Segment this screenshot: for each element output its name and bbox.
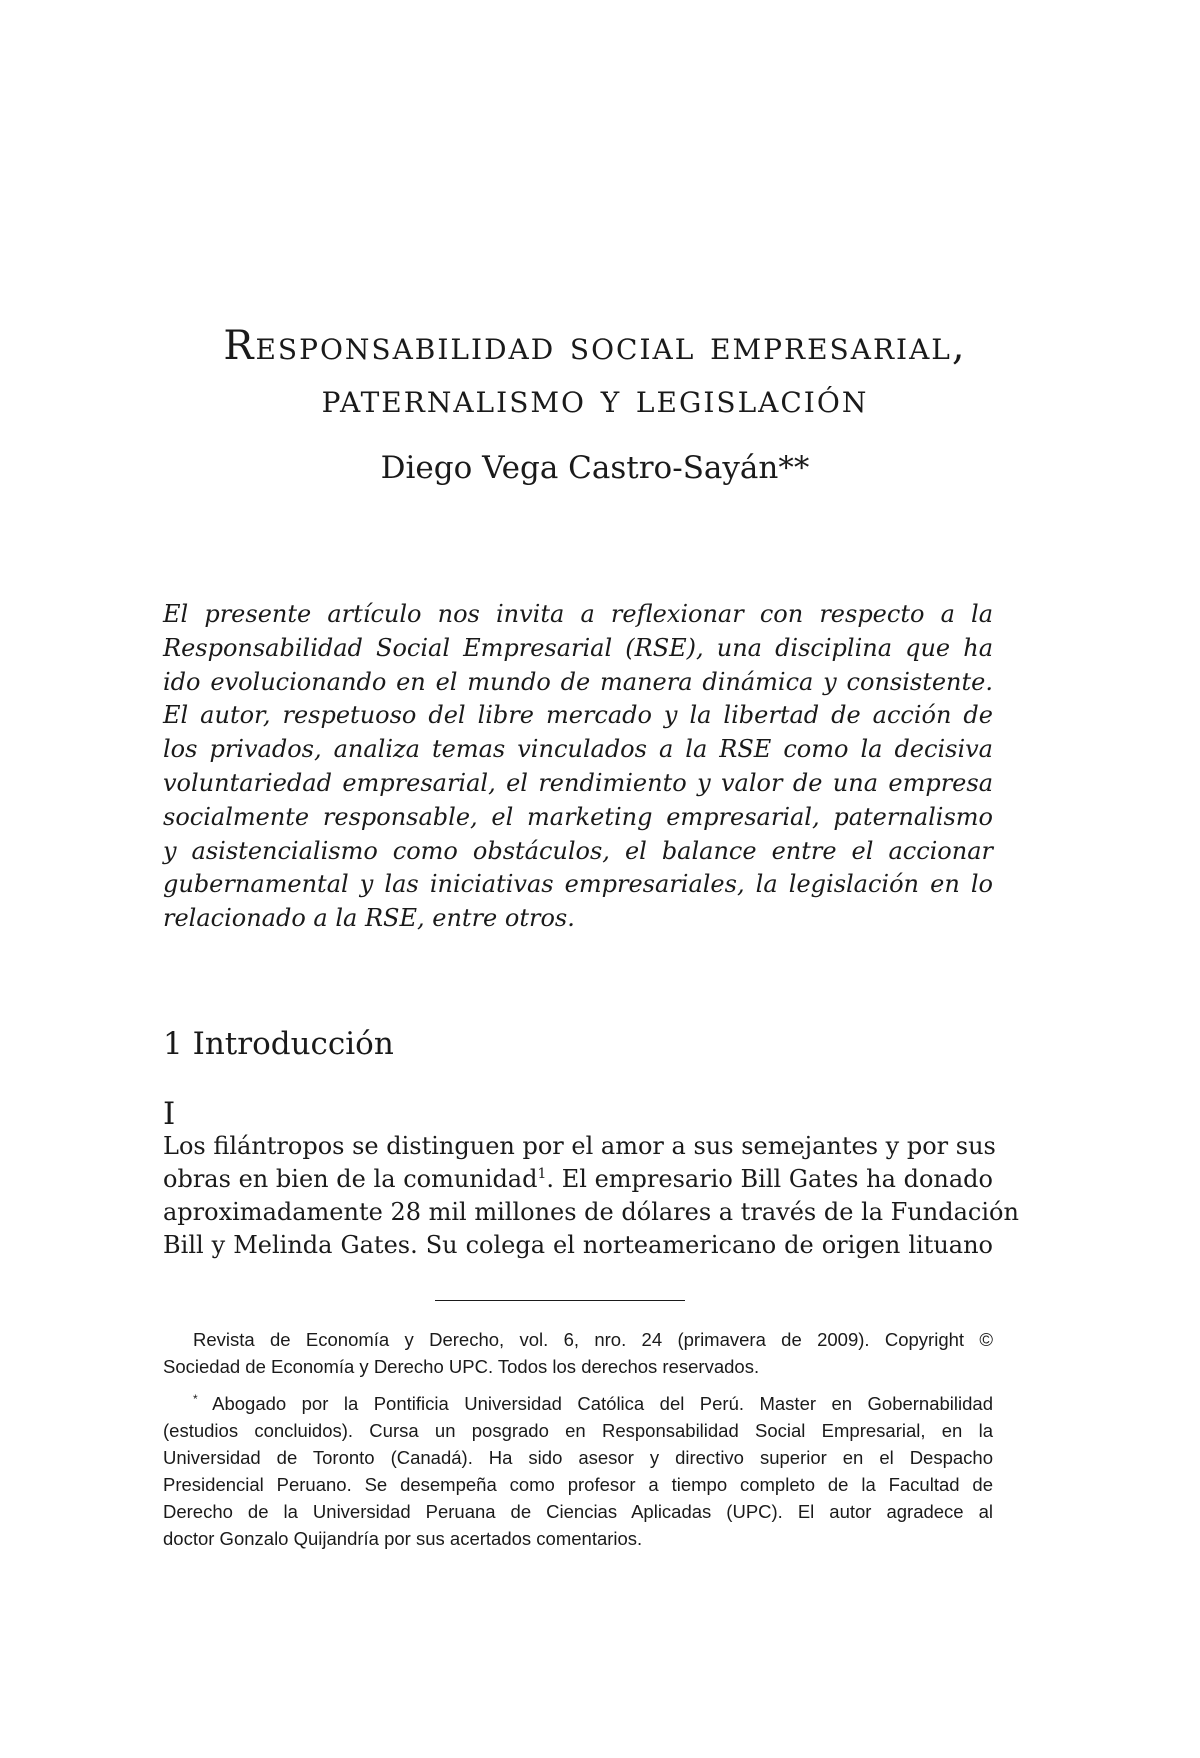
abstract-line: Responsabilidad Social Empresarial (RSE), una disciplina que ha [163,633,993,662]
abstract [163,598,993,936]
abstract-line: y asistencialismo como obstáculos, el balance entre el accionar [163,836,993,865]
abstract-line: voluntariedad empresarial, el rendimiento y valor de una empresa [163,768,993,797]
section-heading: 1 Introducción [163,1026,394,1062]
abstract-line: socialmente responsable, el marketing empresarial, paternalismo [163,802,993,831]
footnote-line: Presidencial Peruano. Se desempeña como profesor a tiempo completo de la Facultad de [163,1474,993,1495]
body-line-text: . El empresario Bill Gates ha donado [546,1165,993,1193]
body-line: Los filántropos se distinguen por el amor a sus semejantes y por sus [163,1132,996,1160]
footnote-line [163,1326,993,1353]
footnote-line: doctor Gonzalo Quijandría por sus acertados comentarios. [163,1528,643,1549]
abstract-line: los privados, analiza temas vinculados a la RSE como la decisiva [163,735,993,764]
abstract-line: ido evolucionando en el mundo de manera dinámica y consistente. [163,667,993,696]
footnote-line: Universidad de Toronto (Canadá). Ha sido asesor y directivo superior en el Despacho [163,1447,993,1468]
footnotes [163,1326,993,1552]
article-title-line-2: paternalismo y legislación [321,376,869,422]
footnote-separator [435,1300,685,1301]
footnote-line: Derecho de la Universidad Peruana de Ciencias Aplicadas (UPC). El autor agradece al [163,1501,993,1522]
abstract-line: El autor, respetuoso del libre mercado y la libertad de acción de [163,701,993,730]
footnote-mark: * [193,1391,198,1406]
footnote-line-text: Abogado por la Pontificia Universidad Católica del Perú. Master en Gobernabilidad [212,1393,993,1414]
footnote-line [163,1390,993,1417]
abstract-line: gubernamental y las iniciativas empresariales, la legislación en lo [163,870,993,899]
article-title-line-1: Responsabilidad social empresarial, [223,323,967,369]
footnote-line-text: Revista de Economía y Derecho, vol. 6, nro. 24 (primavera de 2009). Copyright © [193,1329,993,1350]
subsection-numeral: I [163,1096,176,1132]
body-line: aproximadamente 28 mil millones de dólares a través de la Fundación [163,1198,1019,1226]
body-line [163,1163,993,1196]
author-name: Diego Vega Castro-Sayán** [380,450,810,486]
footnote-line: (estudios concluidos). Cursa un posgrado en Responsabilidad Social Empresarial, en la [163,1420,993,1441]
body-line-text: obras en bien de la comunidad [163,1165,538,1193]
abstract-line: El presente artículo nos invita a reflexionar con respecto a la [163,600,993,628]
footnote-reference: 1 [537,1166,547,1182]
abstract-line: relacionado a la RSE, entre otros. [163,904,575,933]
footnote-line: Sociedad de Economía y Derecho UPC. Todos los derechos reservados. [163,1356,760,1377]
body-line: Bill y Melinda Gates. Su colega el norteamericano de origen lituano [163,1231,993,1259]
footnote-gap [163,1380,993,1390]
body-text [163,1130,1019,1262]
